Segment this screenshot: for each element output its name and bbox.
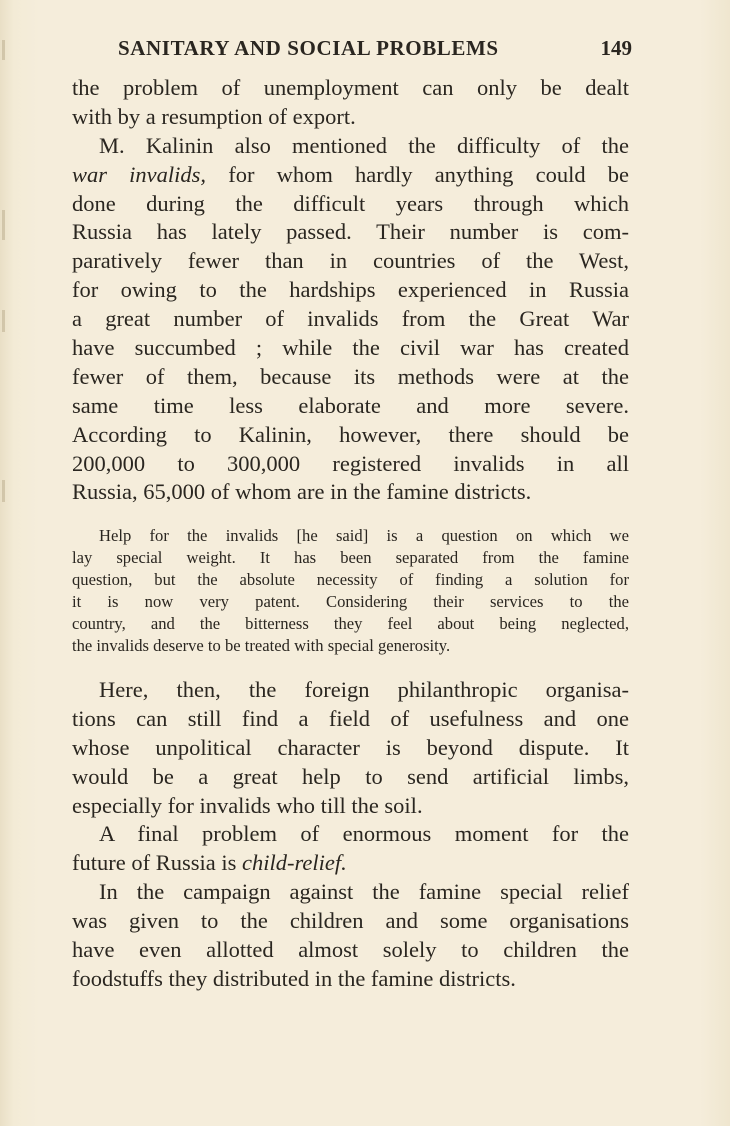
page-header [72,36,632,66]
text-line: for owing to the hardships experienced in Russia [72,277,629,303]
text-line: was given to the children and some organisations [72,908,629,934]
spine-shadow [2,480,5,502]
main-text-block-1 [72,74,629,507]
spine-shadow [2,40,5,60]
spine-shadow [2,210,5,240]
block-quote [72,525,629,658]
text-line: According to Kalinin, however, there should be [72,421,629,447]
text-line: have succumbed ; while the civil war has created [72,335,629,361]
italic-term: child-relief. [241,850,347,876]
text-line [72,161,629,190]
italic-term: war invalids, [72,161,207,187]
text-fragment: for whom hardly anything could be [206,161,629,187]
text-line: especially for invalids who till the soil. [72,792,423,818]
text-line: 200,000 to 300,000 registered invalids in all [72,450,629,476]
text-line: a great number of invalids from the Great War [72,306,629,332]
text-line: would be a great help to send artificial limbs, [72,763,629,789]
text-line: whose unpolitical character is beyond dispute. It [72,734,629,760]
quote-line: Help for the invalids [he said] is a question on which we [99,526,629,545]
spine-shadow [2,310,5,332]
text-line: Here, then, the foreign philanthropic organisa- [99,677,629,702]
quote-line: the invalids deserve to be treated with special generosity. [72,636,451,656]
text-line: paratively fewer than in countries of the West, [72,248,629,274]
main-text-block-2 [72,676,629,994]
text-fragment: future of Russia is [72,850,242,876]
text-line: have even allotted almost solely to children the [72,937,629,963]
text-line: same time less elaborate and more severe. [72,392,629,418]
text-line: M. Kalinin also mentioned the difficulty of the [99,132,629,158]
text-line: In the campaign against the famine special relief [99,879,629,905]
text-line [72,849,629,878]
text-line: A final problem of enormous moment for the [99,821,629,847]
running-head: SANITARY AND SOCIAL PROBLEMS [118,36,499,60]
quote-line: lay special weight. It has been separated from the famine [72,548,629,568]
text-line: done during the difficult years through which [72,190,629,216]
text-line: tions can still find a field of usefulness and one [72,705,629,731]
text-line: Russia has lately passed. Their number is com- [72,219,629,245]
text-line: foodstuffs they distributed in the famine districts. [72,965,516,991]
page-number: 149 [600,36,632,60]
quote-line: it is now very patent. Considering their services to the [72,592,629,612]
text-line: with by a resumption of export. [72,103,356,129]
quote-line: question, but the absolute necessity of finding a solution for [72,570,629,590]
text-line: Russia, 65,000 of whom are in the famine districts. [72,479,532,505]
quote-line: country, and the bitterness they feel about being neglected, [72,614,629,634]
text-line: fewer of them, because its methods were at the [72,363,629,389]
text-line: the problem of unemployment can only be dealt [72,75,629,100]
